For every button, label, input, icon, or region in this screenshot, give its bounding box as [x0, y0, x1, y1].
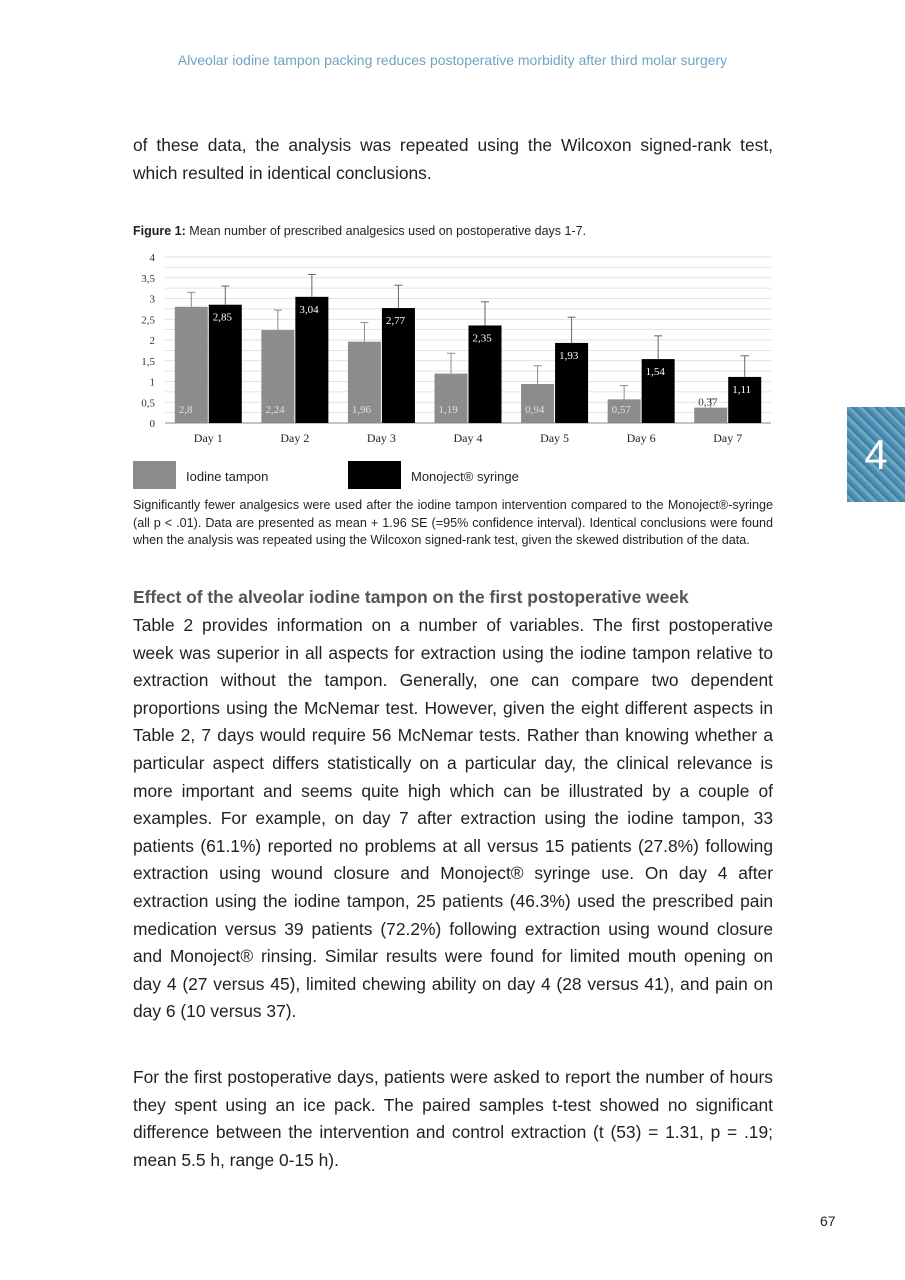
- x-tick-label: Day 2: [280, 431, 310, 445]
- legend-swatch-iodine: [133, 461, 176, 489]
- x-tick-label: Day 3: [366, 431, 396, 445]
- figure-label: Figure 1:: [133, 224, 186, 238]
- x-tick-label: Day 1: [193, 431, 223, 445]
- x-tick-label: Day 7: [713, 431, 743, 445]
- data-label: 1,11: [732, 383, 752, 396]
- y-tick-label: 3,5: [141, 272, 155, 285]
- y-tick-label: 0: [149, 418, 155, 430]
- chapter-tab: 4: [847, 407, 905, 502]
- body-paragraph-1: Table 2 provides information on a number of variables. The first postoperative week was superior in all aspects for extraction using the iodine tampon relative to extraction without the tampon. Generally, one can compare two dependent proportions using the McNemar test. However, given the eight different aspects in Table 2, 7 days would require 56 McNemar tests. Rather than knowing whether a particular aspect differs statistically on a particular day, the clinical relevance is more important and seems quite high which can be illustrated by a couple of examples. For example, on day 7 after extraction using the iodine tampon, 33 patients (61.1%) reported no problems at all versus 15 patients (27.8%) following extraction using wound closure and Monoject® syringe use. On day 4 after extraction using the iodine tampon, 25 patients (46.3%) used the prescribed pain medication versus 39 patients (72.2%) following extraction using wound closure and Monoject® rinsing. Similar results were found for limited mouth opening on day 4 (27 versus 45), limited chewing ability on day 4 (28 versus 41), and pain on day 6 (10 versus 37).: [133, 615, 773, 1022]
- data-label: 1,19: [438, 404, 458, 416]
- y-tick-label: 0,5: [141, 397, 155, 410]
- legend-swatch-monoject: [348, 461, 401, 489]
- running-header: Alveolar iodine tampon packing reduces postoperative morbidity after third molar surgery: [177, 52, 728, 68]
- data-label: 2,35: [472, 332, 492, 345]
- data-label: 0,94: [525, 404, 545, 416]
- data-label: 2,77: [385, 315, 406, 328]
- x-tick-label: Day 6: [626, 431, 656, 445]
- section-heading: Effect of the alveolar iodine tampon on the first postoperative week: [133, 587, 689, 607]
- x-tick-label: Day 5: [540, 431, 570, 445]
- data-label: 2,8: [178, 404, 193, 416]
- data-label: 1,93: [559, 349, 579, 362]
- y-tick-label: 1: [149, 376, 155, 389]
- data-label: 1,54: [645, 366, 665, 379]
- legend-label-monoject: Monoject® syringe: [411, 469, 519, 484]
- data-label: 3,04: [299, 303, 319, 316]
- figure-note: Significantly fewer analgesics were used after the iodine tampon intervention compared to the Monoject®-syringe (all p < .01). Data are presented as mean + 1.96 SE (=95% confidence interval). Identical conclusions were found when the analysis was repeated using the Wilcoxon signed-rank test, given the skewed distribution of the data.: [133, 498, 773, 548]
- bar-chart: [133, 247, 773, 453]
- y-tick-label: 2,5: [141, 314, 155, 327]
- body-paragraph-2: For the first postoperative days, patients were asked to report the number of hours they spent using an ice pack. The paired samples t-test showed no significant difference between the intervention and control extraction (t (53) = 1.31, p = .19; mean 5.5 h, range 0-15 h).: [133, 1067, 773, 1170]
- y-tick-label: 4: [149, 252, 155, 264]
- data-label: 0,57: [611, 404, 631, 416]
- data-label: 1,96: [351, 404, 372, 416]
- y-tick-label: 3: [149, 293, 155, 306]
- bar-iodine: [694, 408, 727, 423]
- data-label: 2,24: [265, 404, 285, 416]
- legend-label-iodine: Iodine tampon: [186, 469, 269, 484]
- page-number: 67: [820, 1213, 836, 1229]
- figure-caption: [133, 224, 773, 238]
- y-tick-label: 2: [149, 335, 155, 347]
- data-label: 0,37: [698, 396, 718, 409]
- x-tick-label: Day 4: [453, 431, 483, 445]
- data-label: 2,85: [212, 311, 233, 324]
- intro-paragraph: of these data, the analysis was repeated using the Wilcoxon signed-rank test, which resulted in identical conclusions.: [133, 135, 773, 183]
- chart-legend: [133, 461, 773, 489]
- y-tick-label: 1,5: [141, 355, 155, 368]
- figure-caption-text: Mean number of prescribed analgesics used on postoperative days 1-7.: [189, 224, 587, 238]
